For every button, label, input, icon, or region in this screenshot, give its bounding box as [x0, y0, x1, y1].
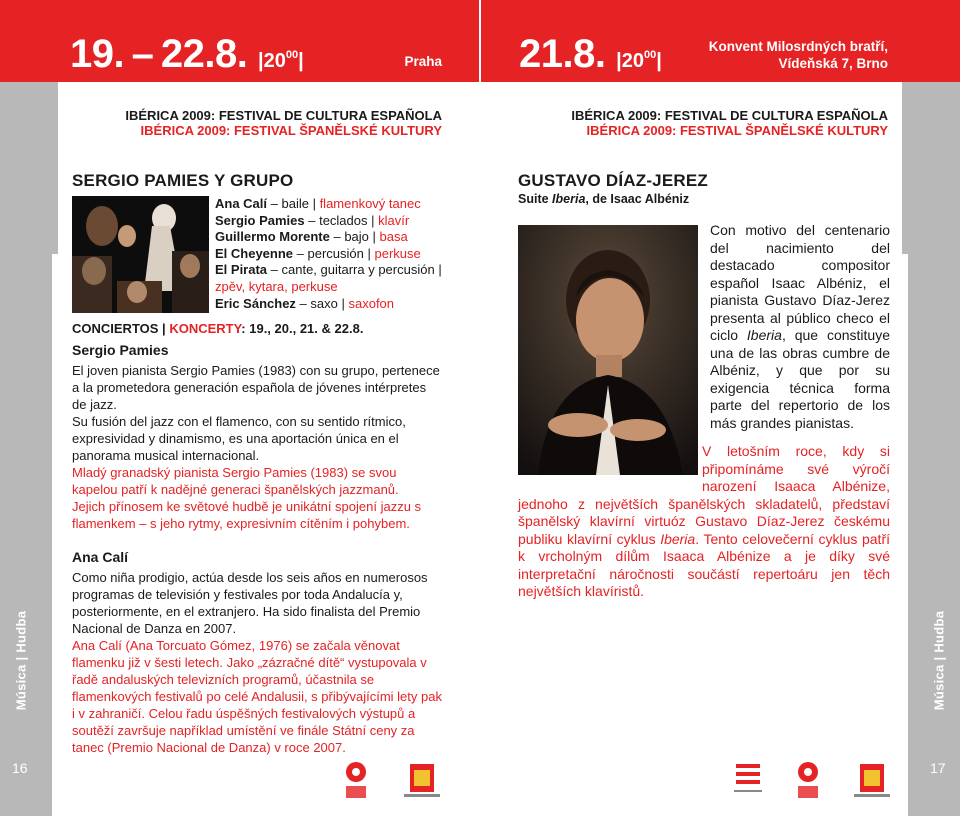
left-page-number: 16: [12, 760, 28, 776]
right-section-label-text: Música | Hudba: [931, 610, 947, 710]
right-section-label: [930, 560, 948, 760]
right-festival-cz: IBÉRICA 2009: FESTIVAL ŠPANĚLSKÉ KULTURY: [586, 123, 888, 138]
right-page-number: 17: [930, 760, 946, 776]
lineup-role-cz: perkuse: [374, 245, 421, 261]
cz-text-wrap-spacer: [518, 443, 702, 495]
sponsor-logos-right: [730, 760, 900, 804]
lineup-role-cz: flamenkový tanec: [319, 196, 421, 211]
lineup-name: El Cheyenne: [215, 245, 294, 261]
left-section-label-text: Música | Hudba: [13, 610, 29, 710]
lineup-list: [215, 196, 442, 312]
concerts-label-cz: KONCERTY: [169, 321, 242, 336]
left-date: [70, 32, 304, 83]
left-date-text: 19. – 22.8.: [70, 32, 248, 76]
lineup-item: El Pirata – cante, guitarra y percusión | zpěv, kytara, perkuse: [215, 262, 442, 294]
lineup-item: El Cheyenne – percusión | perkuse: [215, 245, 421, 261]
es-text-pre: Con motivo del centenario del nacimiento del destacado compositor español Isaac Albéniz, el pianista Gustavo Díaz-Jerez presenta al público checo el ciclo: [710, 222, 890, 343]
lineup-role-cz: klavír: [378, 212, 410, 228]
lineup-item: Ana Calí – baile | flamenkový tanec: [215, 196, 421, 211]
lineup-role-es: bajo: [344, 229, 369, 245]
subtitle-post: , de Isaac Albéniz: [585, 192, 690, 206]
spread-gap: [479, 0, 481, 816]
lineup-name: Eric Sánchez: [215, 295, 296, 311]
lineup-role-cz: zpěv, kytara, perkuse: [215, 278, 338, 294]
left-time: $|20^{00}|$: [257, 49, 304, 72]
right-time-hour: 20: [621, 50, 644, 72]
bio-ana-es: Como niña prodigio, actúa desde los seis años en numerosos programas de televisión y festivales por toda Andalucía y, posteriormente, en el extranjero. Ha sido finalista del Premio Nacional de Danza en 2007.: [72, 570, 428, 636]
right-top-grey: [902, 82, 960, 254]
lineup-role-es: baile: [281, 196, 309, 211]
right-date: [519, 32, 662, 83]
lineup-role-es: percusión: [307, 245, 364, 261]
subtitle-pre: Suite: [518, 192, 553, 206]
right-cz-text: [518, 443, 890, 601]
bio-sergio-es-2: Su fusión del jazz con el flamenco, con su sentido rítmico, expresividad y dinamismo, es una aportación única en el panorama musical internacional.: [72, 414, 406, 463]
bio-sergio-cz-1: Mladý granadský pianista Sergio Pamies (1983) se svou kapelou patří k nadějné generaci španělských jazzmanů.: [72, 465, 399, 497]
sponsor-logos-left: [340, 760, 460, 804]
bio-sergio-cz-2: Jejich přínosem ke světové hudbě je unikátní spojení jazzu s flamenkem – s jeho rytmy, expresivním cítěním i pohybem.: [72, 499, 422, 531]
bio-ana-cz: Ana Calí (Ana Torcuato Gómez, 1976) se začala věnovat flamenku již v šesti letech. Jako „zázračné dítě“ vystupovala v řadě andaluských televizních programů, účastnila se flamenkových festivalů po celé Andalusii, s přibývajícími lety pak i v zahraničí. Celou řadu úspěšných festivalových výstupů a soutěží završuje například umístění ve finále Státní ceny za tanec (Premio Nacional de Danza) v roce 2007.: [72, 638, 442, 755]
cz-text-em: Iberia: [660, 530, 696, 547]
left-logos: [340, 760, 460, 804]
subtitle-em: Iberia: [552, 192, 586, 206]
lineup-name: Guillermo Morente: [215, 229, 330, 245]
band-photo: [72, 196, 209, 313]
right-es-text: [710, 222, 890, 432]
left-time-hour: 20: [263, 50, 286, 72]
left-title: SERGIO PAMIES Y GRUPO: [72, 171, 294, 190]
lineup-name: Ana Calí: [215, 196, 268, 211]
left-time-min: 00: [285, 49, 299, 61]
left-festival-es: IBÉRICA 2009: FESTIVAL DE CULTURA ESPAÑOLA: [125, 108, 442, 123]
concert-dates: CONCIERTOS | KONCERTY: 19., 20., 21. & 22.8.: [72, 321, 364, 336]
left-top-grey: [0, 82, 58, 254]
bio-sergio-es-1: El joven pianista Sergio Pamies (1983) con su grupo, pertenece a la prometedora generación española de jóvenes intérpretes de jazz.: [72, 363, 440, 412]
es-text-post: , que constituye una de las obras cumbre de Albéniz, y que por su exigencia técnica forma parte del repertorio de los más grandes pianistas.: [710, 327, 890, 431]
lineup-item: Guillermo Morente – bajo | basa: [215, 229, 408, 245]
lineup-role-cz: basa: [379, 229, 408, 245]
right-time-min: 00: [643, 49, 657, 61]
lineup-role-es: cante, guitarra y percusión: [281, 262, 435, 278]
band-photo-collage: [72, 196, 209, 313]
right-date-text: 21.8.: [519, 32, 606, 76]
left-city: Praha: [404, 54, 442, 69]
concerts-dates: : 19., 20., 21. & 22.8.: [241, 321, 364, 336]
venue-line-1: Konvent Milosrdných bratří,: [708, 39, 888, 54]
pianist-portrait: [518, 225, 698, 475]
bio-ana-name: Ana Calí: [72, 549, 129, 565]
lineup-role-es: saxo: [310, 295, 338, 311]
lineup-role-es: teclados: [319, 212, 368, 228]
left-festival-title: [62, 108, 442, 138]
es-text-em: Iberia: [746, 327, 782, 343]
bio-sergio-name: Sergio Pamies: [72, 342, 169, 358]
right-venue: [648, 38, 888, 72]
lineup-item: Eric Sánchez – saxo | saxofon: [215, 295, 395, 311]
lineup-item: Sergio Pamies – teclados | klavír: [215, 212, 410, 228]
lineup-name: El Pirata: [215, 262, 268, 278]
concerts-label-es: CONCIERTOS: [72, 321, 159, 336]
lineup-role-cz: saxofon: [348, 295, 395, 311]
right-title: GUSTAVO DÍAZ-JEREZ: [518, 171, 708, 190]
left-body-text: [72, 342, 444, 756]
left-section-label: [12, 560, 30, 760]
right-festival-es: IBÉRICA 2009: FESTIVAL DE CULTURA ESPAÑOLA: [571, 108, 888, 123]
right-festival-title: [508, 108, 888, 138]
cz-text-pre: V letošním roce, kdy si připomínáme své výročí narození Isaaca Albénize, jednoho z největších španělských skladatelů, představí španělský klavírní virtuóz Gustavo Díaz-Jerez českému publiku klavírní cyklus: [518, 443, 890, 547]
right-subtitle: [518, 192, 689, 206]
lineup-name: Sergio Pamies: [215, 212, 305, 228]
left-festival-cz: IBÉRICA 2009: FESTIVAL ŠPANĚLSKÉ KULTURY: [140, 123, 442, 138]
right-logos: [730, 760, 900, 804]
venue-line-2: Vídeňská 7, Brno: [778, 56, 888, 71]
cz-text-post: . Tento celovečerní cyklus patří k vrcholným dílům Isaaca Albénize a je díky své interpretační náročnosti součástí repertoáru jen těch největších klavíristů.: [518, 530, 890, 599]
right-time: $|20^{00}|$: [616, 49, 662, 72]
pianist-photo: [518, 225, 698, 475]
